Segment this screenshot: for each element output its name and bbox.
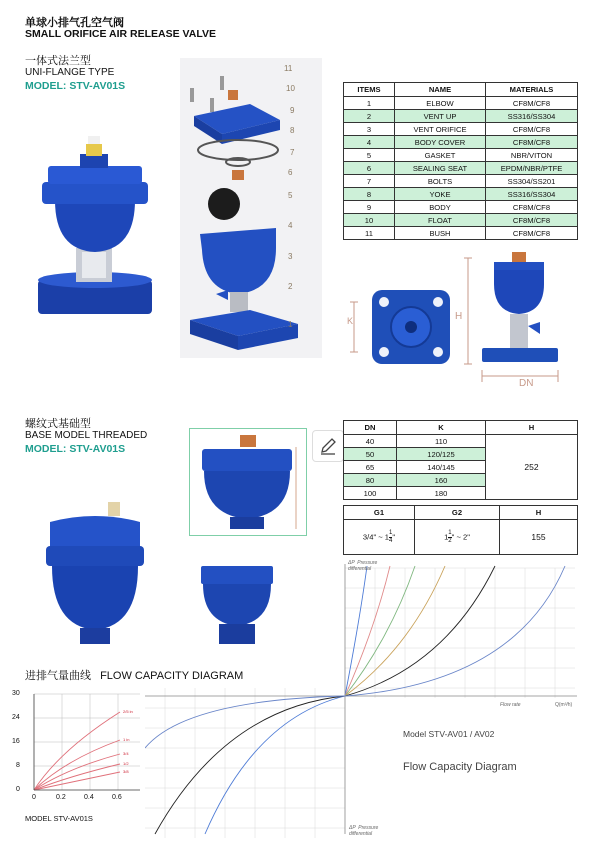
cell: 9 <box>344 201 395 214</box>
section1-model: MODEL: STV-AV01S <box>25 80 126 92</box>
table-row <box>344 97 578 110</box>
flange-top-view <box>344 280 452 370</box>
cell: CF8M/CF8 <box>486 227 578 240</box>
small-flow-chart <box>10 690 148 810</box>
label-6: 6 <box>288 168 293 177</box>
y-tick: 16 <box>12 738 20 745</box>
title-cn: 单球小排气孔空气阀 <box>25 17 124 29</box>
cell: BUSH <box>395 227 486 240</box>
cell: 1 <box>344 97 395 110</box>
cell: 180 <box>397 487 486 500</box>
g2-num: 1 <box>448 529 452 536</box>
threaded-front-view <box>189 428 307 536</box>
exploded-view <box>180 58 322 358</box>
cell: 65 <box>344 461 397 474</box>
cell: 160 <box>397 474 486 487</box>
cell: 4 <box>344 136 395 149</box>
x-tick: 0.6 <box>112 794 122 801</box>
dims-header-h: H <box>486 421 578 435</box>
cell: FLOAT <box>395 214 486 227</box>
table-row <box>344 520 578 555</box>
y-tick: 24 <box>12 714 20 721</box>
cell: NBR/VITON <box>486 149 578 162</box>
cell: SEALING SEAT <box>395 162 486 175</box>
section1-type-en: UNI-FLANGE TYPE <box>25 67 115 78</box>
cell: 80 <box>344 474 397 487</box>
parts-header-materials: MATERIALS <box>486 83 578 97</box>
small-chart-caption: MODEL STV-AV01S <box>25 814 93 823</box>
flange-valve-photo <box>30 130 160 320</box>
g2-lead: 1 <box>444 532 449 541</box>
large-flow-diagram <box>145 558 585 843</box>
label-4: 4 <box>288 221 293 230</box>
g1-den: 4 <box>389 537 393 544</box>
parts-header-name: NAME <box>395 83 486 97</box>
y-tick: 8 <box>16 762 20 769</box>
h-value-cell: 252 <box>486 435 578 500</box>
series-label: 3/4 <box>123 751 129 756</box>
series-label: 1/2 <box>123 761 129 766</box>
flow-rate-label: Flow rate <box>500 702 521 708</box>
cell: 5 <box>344 149 395 162</box>
label-11: 11 <box>284 64 293 73</box>
g1-num: 1 <box>389 529 393 536</box>
cell: SS316/SS304 <box>486 110 578 123</box>
series-label: 3/8 <box>123 769 129 774</box>
dims-header-k: K <box>397 421 486 435</box>
cell: BODY COVER <box>395 136 486 149</box>
cell: GASKET <box>395 149 486 162</box>
cell: 7 <box>344 175 395 188</box>
dim-k-label: K <box>347 316 354 326</box>
cell: 120/125 <box>397 448 486 461</box>
g2-cell <box>415 520 500 555</box>
cell: BODY <box>395 201 486 214</box>
cell: 3 <box>344 123 395 136</box>
caption-title: Flow Capacity Diagram <box>403 761 517 773</box>
table-row <box>344 435 578 448</box>
parts-header-items: ITEMS <box>344 83 395 97</box>
pencil-edit-icon <box>313 431 343 461</box>
y-tick: 30 <box>12 690 20 697</box>
label-9: 9 <box>290 106 295 115</box>
series-label: 2/5 in <box>123 709 133 714</box>
table-row <box>344 136 578 149</box>
cell: ELBOW <box>395 97 486 110</box>
label-5: 5 <box>288 191 293 200</box>
cell: 140/145 <box>397 461 486 474</box>
cell: 100 <box>344 487 397 500</box>
thread-header-g2: G2 <box>415 506 500 520</box>
section3-title-cn: 进排气量曲线 <box>25 670 91 682</box>
cell: 110 <box>397 435 486 448</box>
dims-header-dn: DN <box>344 421 397 435</box>
g1-tail: " <box>392 532 396 541</box>
title-en: SMALL ORIFICE AIR RELEASE VALVE <box>25 28 216 40</box>
x-tick: 0.4 <box>84 794 94 801</box>
g1-cell <box>344 520 415 555</box>
threaded-valve-photo <box>40 500 150 650</box>
thread-h-cell: 155 <box>500 520 578 555</box>
thread-header-h: H <box>500 506 578 520</box>
caption-model: Model STV-AV01 / AV02 <box>403 729 495 739</box>
cell: CF8M/CF8 <box>486 97 578 110</box>
top-axis-label: ΔP Pressure differential <box>348 560 378 572</box>
section2-model: MODEL: STV-AV01S <box>25 443 126 455</box>
x-tick: 0 <box>32 794 36 801</box>
cell: CF8M/CF8 <box>486 136 578 149</box>
label-2: 2 <box>288 282 293 291</box>
cell: VENT UP <box>395 110 486 123</box>
g1-lead: 3/4" ~ 1 <box>362 532 390 541</box>
thread-table <box>343 505 578 555</box>
cell: 8 <box>344 188 395 201</box>
label-3: 3 <box>288 252 293 261</box>
series-label: 1 in <box>123 737 130 742</box>
cell: BOLTS <box>395 175 486 188</box>
dim-dn-label: DN <box>519 378 534 389</box>
dim-h-label: H <box>455 311 463 322</box>
table-row <box>344 162 578 175</box>
cell: VENT ORIFICE <box>395 123 486 136</box>
cell: EPDM/NBR/PTFE <box>486 162 578 175</box>
table-row <box>344 123 578 136</box>
table-row <box>344 149 578 162</box>
cell: CF8M/CF8 <box>486 123 578 136</box>
label-1: 1 <box>288 320 293 329</box>
cell: 2 <box>344 110 395 123</box>
bottom-axis-label: ΔP Pressure differential <box>349 825 379 837</box>
parts-table <box>343 82 578 240</box>
flange-side-view <box>460 244 588 390</box>
section3-title-en: FLOW CAPACITY DIAGRAM <box>100 670 244 682</box>
cell: CF8M/CF8 <box>486 214 578 227</box>
unit-label: Q(m³/h) <box>555 702 573 708</box>
cell: 10 <box>344 214 395 227</box>
label-8: 8 <box>290 126 295 135</box>
cell: YOKE <box>395 188 486 201</box>
x-tick: 0.2 <box>56 794 66 801</box>
edit-button[interactable] <box>312 430 344 462</box>
g2-tail: " ~ 2" <box>451 532 470 541</box>
g2-den: 2 <box>448 537 452 544</box>
table-row <box>344 175 578 188</box>
cell: 50 <box>344 448 397 461</box>
table-row <box>344 201 578 214</box>
table-row <box>344 227 578 240</box>
section2-type-en: BASE MODEL THREADED <box>25 430 148 441</box>
cell: 40 <box>344 435 397 448</box>
cell: 11 <box>344 227 395 240</box>
cell: SS316/SS304 <box>486 188 578 201</box>
section1-type-cn: 一体式法兰型 <box>25 55 91 67</box>
dims-table <box>343 420 578 500</box>
section2-type-cn: 螺纹式基础型 <box>25 418 91 430</box>
table-row <box>344 188 578 201</box>
cell: CF8M/CF8 <box>486 201 578 214</box>
thread-header-g1: G1 <box>344 506 415 520</box>
y-tick: 0 <box>16 786 20 793</box>
table-row <box>344 214 578 227</box>
table-row <box>344 110 578 123</box>
label-10: 10 <box>286 84 295 93</box>
cell: 6 <box>344 162 395 175</box>
cell: SS304/SS201 <box>486 175 578 188</box>
label-7: 7 <box>290 148 295 157</box>
